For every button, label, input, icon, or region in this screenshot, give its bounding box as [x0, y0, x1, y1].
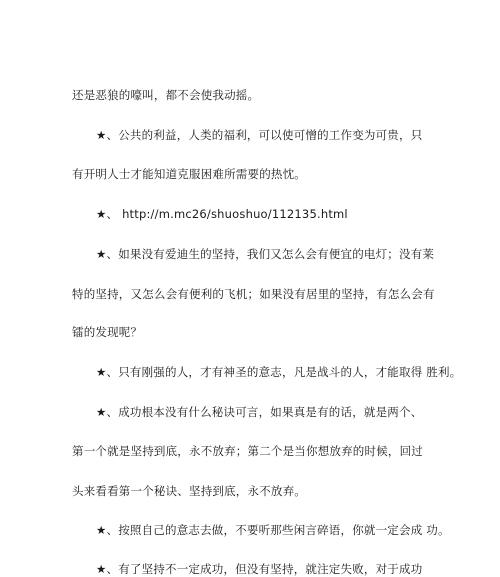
quote-line: ★、只有刚强的人，才有神圣的意志，凡是战斗的人，才能取得 胜利。	[96, 365, 462, 379]
text-line: 有开明人士才能知道克服困难所需要的热忱。	[72, 167, 306, 181]
text-line: 头来看看第一个秘诀、坚持到底，永不放弃。	[72, 484, 306, 498]
quote-line: ★、公共的利益，人类的福利，可以使可憎的工作变为可贵，只	[96, 128, 423, 142]
quote-line: ★、如果没有爱迪生的坚持，我们又怎么会有便宜的电灯；没有莱	[96, 247, 435, 261]
text-line: 特的坚持，又怎么会有便利的飞机；如果没有居里的坚持，有怎么会有	[72, 287, 435, 301]
text-line: 镭的发现呢？	[72, 325, 143, 339]
url-line: ★、 http://m.mc26/shuoshuo/112135.html	[96, 207, 348, 221]
text-line: 还是恶狼的嚎叫，都不会使我动摇。	[72, 88, 260, 102]
quote-line: ★、按照自己的意志去做，不要听那些闲言碎语，你就一定会成 功。	[96, 523, 450, 537]
quote-line: ★、有了坚持不一定成功，但没有坚持，就注定失败，对于成功	[96, 562, 423, 576]
text-line: 第一个就是坚持到底，永不放弃；第二个是当你想放弃的时候，回过	[72, 444, 423, 458]
quote-line: ★、成功根本没有什么秘诀可言，如果真是有的话，就是两个、	[96, 405, 423, 419]
